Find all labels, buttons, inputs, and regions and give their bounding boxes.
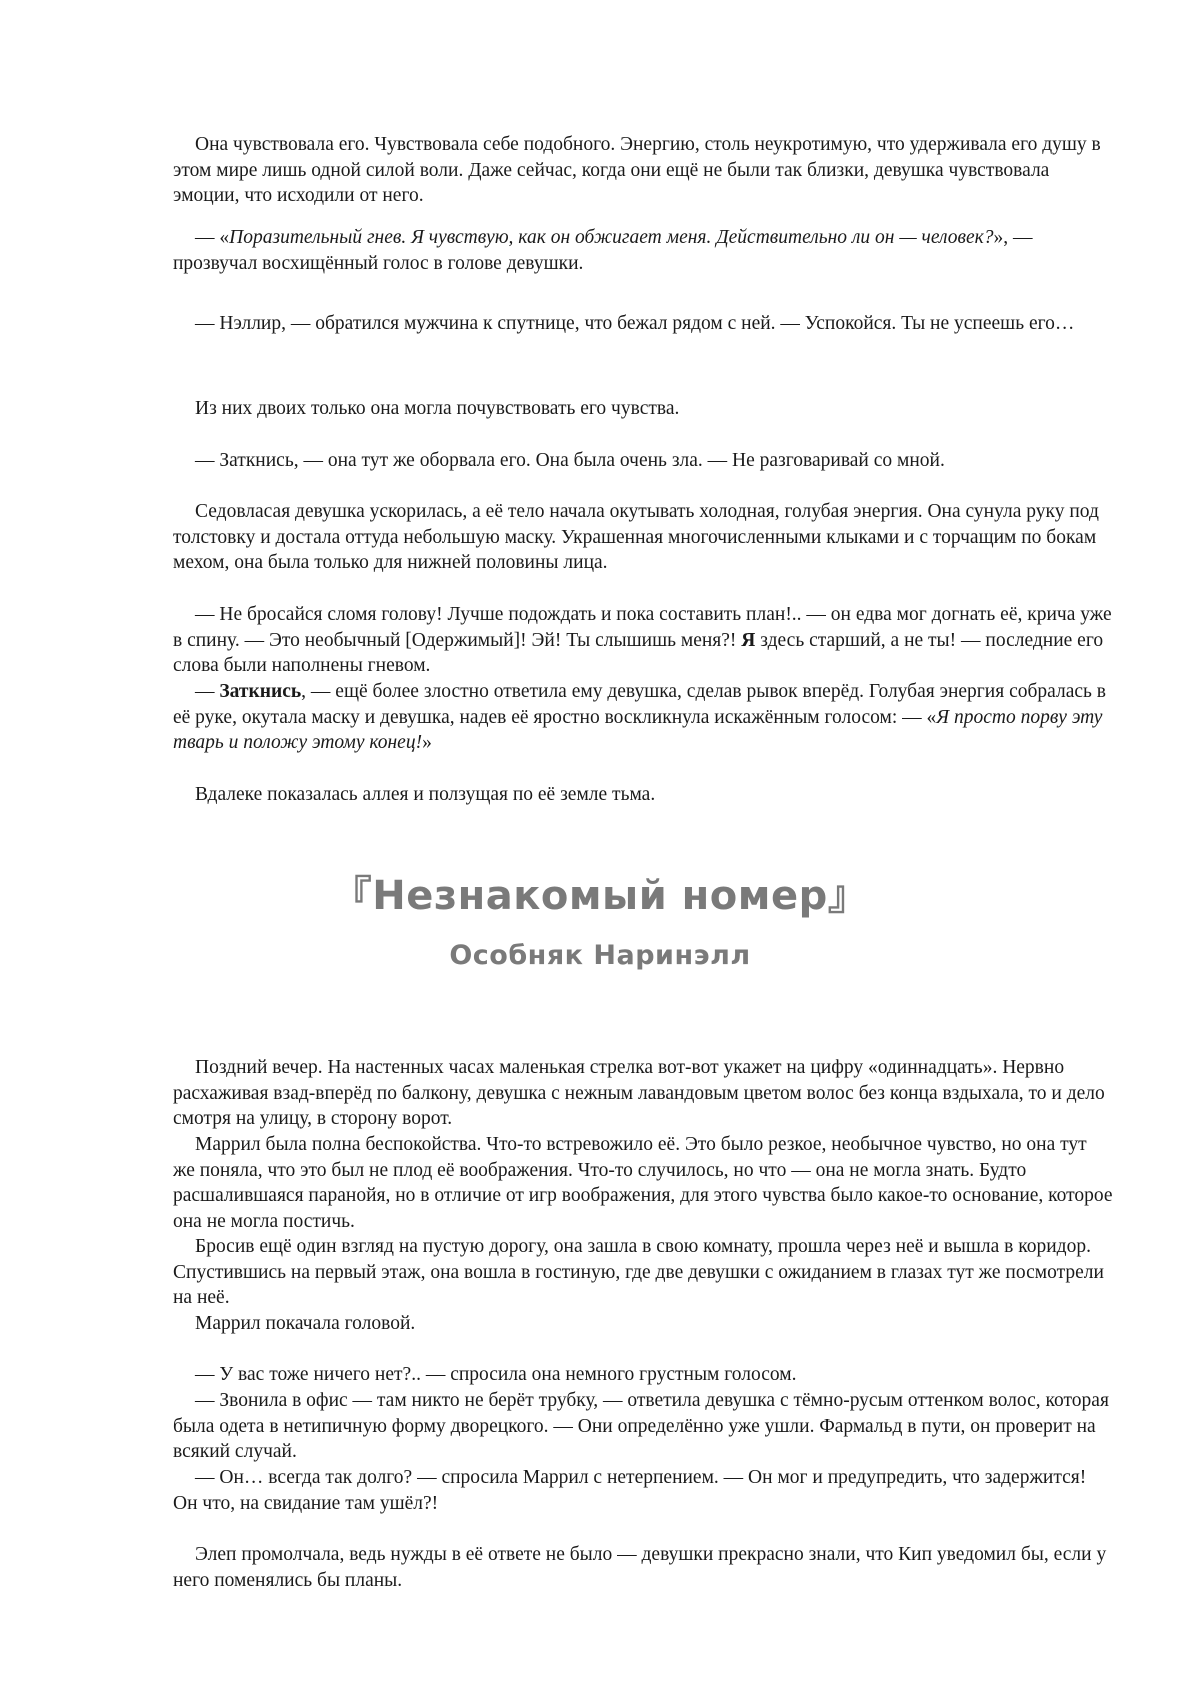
paragraph-8-italic-shout: Я просто порву эту тварь и положу этому конец! [173, 706, 1103, 754]
paragraph-8-bold: Заткнись [219, 681, 302, 702]
paragraph-11: Маррил была полна беспокойства. Что-то встревожило её. Это было резкое, необычное чувство, но она тут же поняла, что это был не плод её воображения. Что-то случилось, но что — она не могла знать. Будто расшалившаяся паранойя, но в отличие от игр воображения, для этого чувства было какое-то основание, которое она не могла постичь. [173, 1134, 1113, 1232]
paragraph-2-prefix: — « [195, 227, 230, 248]
paragraph-17: Элеп промолчала, ведь нужды в её ответе не было — девушки прекрасно знали, что Кип уведомил бы, если у него поменялись бы планы. [173, 1544, 1107, 1591]
paragraph-3: — Нэллир, — обратился мужчина к спутнице, что бежал рядом с ней. — Успокойся. Ты не успеешь его… [195, 313, 1075, 334]
paragraph-14: — У вас тоже ничего нет?.. — спросила она немного грустным голосом. [195, 1364, 797, 1385]
paragraph-9: Вдалеке показалась аллея и ползущая по её земле тьма. [195, 784, 656, 805]
paragraph-12: Бросив ещё один взгляд на пустую дорогу, она зашла в свою комнату, прошла через неё и вышла в коридор. Спустившись на первый этаж, она вошла в гостиную, где две девушки с ожиданием в глазах тут же посмотрели на неё. [173, 1236, 1104, 1309]
paragraph-4: Из них двоих только она могла почувствовать его чувства. [195, 398, 680, 419]
paragraph-13: Маррил покачала головой. [195, 1313, 416, 1334]
paragraph-8-part-a: — [195, 681, 220, 702]
paragraph-8-part-b: , — ещё более злостно ответила ему девушка, сделав рывок вперёд. Голубая энергия собралась в её руке, окутала маску и девушка, надев её яростно воскликнула искажённым голосом: — « [173, 681, 1107, 728]
paragraph-10: Поздний вечер. На настенных часах маленькая стрелка вот-вот укажет на цифру «одиннадцать». Нервно расхаживая взад-вперёд по балкону, девушка с нежным лавандовым цветом волос без конца вздыхала, то и дело смотря на улицу, в сторону ворот. [173, 1057, 1105, 1130]
paragraph-8 [173, 679, 1113, 756]
paragraph-8-part-c: » [422, 732, 432, 754]
paragraph-1: Она чувствовала его. Чувствовала себе подобного. Энергию, столь неукротимую, что удерживала его душу в этом мире лишь одной силой воли. Даже сейчас, когда они ещё не были так близки, девушка чувствовала эмоции, что исходили от него. [173, 134, 1101, 207]
paragraph-2-italic-thought: Поразительный гнев. Я чувствую, как он обжигает меня. Действительно ли он — человек? [229, 227, 994, 248]
paragraph-15: — Звонила в офис — там никто не берёт трубку, — ответила девушка с тёмно-русым оттенком волос, которая была одета в нетипичную форму дворецкого. — Они определённо уже ушли. Фармальд в пути, он проверит на всякий случай. [173, 1390, 1109, 1463]
chapter-title: 『Незнакомый номер』 [331, 873, 869, 919]
paragraph-16: — Он… всегда так долго? — спросила Маррил с нетерпением. — Он мог и предупредить, что задержится! Он что, на свидание там ушёл?! [173, 1467, 1087, 1514]
paragraph-7 [173, 602, 1113, 679]
paragraph-6: Седовласая девушка ускорилась, а её тело начала окутывать холодная, голубая энергия. Она сунула руку под толстовку и достала оттуда небольшую маску. Украшенная многочисленными клыками и с торчащим по бокам мехом, она была только для нижней половины лица. [173, 501, 1099, 574]
paragraph-7-bold: Я [741, 629, 756, 651]
paragraph-2 [173, 225, 1113, 276]
paragraph-2-suffix: », — прозвучал восхищённый голос в голове девушки. [173, 227, 1033, 274]
paragraph-7-part-a: — Не бросайся сломя голову! Лучше подождать и пока составить план!.. — он едва мог догнать её, крича уже в спину. — Это необычный [Одержимый]! Эй! Ты слышишь меня?! [173, 604, 1112, 651]
paragraph-7-part-b: здесь старший, а не ты! — последние его слова были наполнены гневом. [173, 629, 1104, 677]
location-subtitle: Особняк Наринэлл [449, 940, 751, 971]
paragraph-5: — Заткнись, — она тут же оборвала его. Она была очень зла. — Не разговаривай со мной. [195, 450, 945, 471]
